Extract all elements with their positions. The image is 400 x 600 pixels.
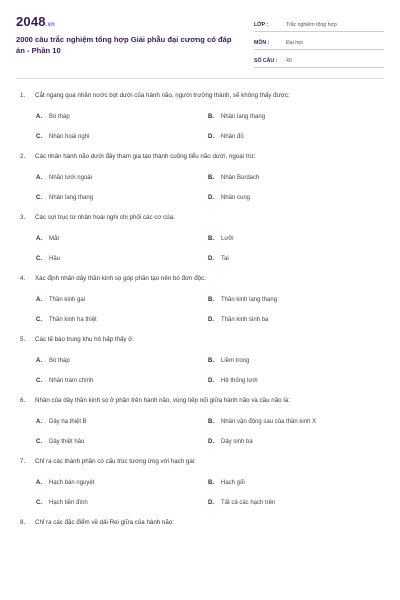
meta-row-class: [254, 14, 384, 32]
option-letter: B.: [208, 114, 214, 120]
question-text: Chỉ ra các đặc điểm về dải Rei giữa của hành não:: [35, 519, 174, 526]
answer-option[interactable]: [36, 174, 208, 182]
answer-option[interactable]: [208, 418, 380, 426]
option-letter: B.: [208, 480, 214, 486]
question-item: [16, 457, 384, 507]
option-text: Tai: [221, 256, 229, 262]
option-text: Bó tháp: [49, 358, 70, 364]
meta-value: 40: [286, 58, 292, 64]
site-logo[interactable]: [16, 14, 246, 29]
option-letter: C.: [36, 195, 42, 201]
answer-option[interactable]: [208, 377, 380, 385]
answer-option[interactable]: [208, 357, 380, 365]
answer-options: [16, 113, 384, 141]
meta-value: Đại học: [286, 40, 304, 46]
question-item: [16, 91, 384, 141]
question-stem: [16, 396, 384, 405]
page-header: [16, 12, 384, 74]
answer-option[interactable]: [36, 296, 208, 304]
question-item: [16, 274, 384, 324]
option-text: Nhân Burdach: [221, 175, 260, 181]
question-list: [16, 91, 384, 527]
answer-options: [16, 357, 384, 385]
answer-option[interactable]: [208, 499, 380, 507]
option-text: Nhân cung: [221, 195, 251, 201]
answer-option[interactable]: [208, 235, 380, 243]
option-letter: C.: [36, 500, 42, 506]
answer-option[interactable]: [36, 357, 208, 365]
option-letter: A.: [36, 419, 42, 425]
option-text: Nhân vận động sau của thần kinh X: [221, 419, 317, 425]
answer-option[interactable]: [208, 113, 380, 121]
meta-label: LỚP :: [254, 22, 269, 28]
meta-label: MÔN :: [254, 40, 270, 46]
answer-option[interactable]: [208, 438, 380, 446]
option-text: Thần kinh lang thang: [221, 297, 278, 303]
option-letter: C.: [36, 134, 42, 140]
answer-option[interactable]: [208, 133, 380, 141]
option-text: Bó tháp: [49, 114, 70, 120]
question-number: 8.: [20, 519, 26, 526]
question-item: [16, 396, 384, 446]
question-text: Cắt ngang qua nhân nước bọt dưới của hành não, người trưởng thành, sẽ không thấy được:: [35, 92, 290, 99]
answer-option[interactable]: [208, 255, 380, 263]
question-text: Xác định nhân dây thần kinh sọ góp phần tạo nên bó đơn độc:: [35, 275, 206, 282]
answer-option[interactable]: [36, 316, 208, 324]
answer-option[interactable]: [208, 194, 380, 202]
answer-option[interactable]: [36, 438, 208, 446]
option-letter: B.: [208, 297, 214, 303]
option-text: Lưỡi: [221, 236, 234, 242]
option-letter: A.: [36, 114, 42, 120]
option-letter: A.: [36, 236, 42, 242]
answer-options: [16, 296, 384, 324]
option-text: Nhân lang thang: [221, 114, 266, 120]
question-text: Các sợi trục từ nhân hoài nghi chi phối các cơ của:: [35, 214, 175, 221]
answer-option[interactable]: [36, 194, 208, 202]
option-letter: B.: [208, 419, 214, 425]
question-text: Nhân của dây thần kinh sọ ở phần trên hành não, vùng tiếp nối giữa hành não và cầu não là:: [35, 397, 290, 404]
question-stem: [16, 335, 384, 344]
option-text: Nhân hoài nghi: [49, 134, 90, 140]
meta-label: SỐ CÂU :: [254, 58, 278, 64]
question-stem: [16, 213, 384, 222]
option-letter: B.: [208, 236, 214, 242]
answer-option[interactable]: [208, 479, 380, 487]
logo-tld: .vn: [45, 22, 56, 28]
option-text: Nhân đỏ: [221, 134, 244, 140]
question-text: Chỉ ra các thành phần có cấu trúc tương ứng với hạch gai:: [35, 458, 196, 465]
answer-options: [16, 174, 384, 202]
question-stem: [16, 274, 384, 283]
question-number: 7.: [20, 458, 26, 465]
option-letter: C.: [36, 439, 42, 445]
option-text: Hạch bán nguyệt: [49, 480, 95, 486]
question-stem: [16, 518, 384, 527]
option-letter: D.: [208, 317, 214, 323]
option-letter: C.: [36, 317, 42, 323]
meta-value: Trắc nghiệm tổng hợp: [286, 22, 337, 28]
answer-option[interactable]: [36, 133, 208, 141]
option-letter: B.: [208, 358, 214, 364]
question-number: 6.: [20, 397, 26, 404]
question-stem: [16, 457, 384, 466]
answer-option[interactable]: [36, 235, 208, 243]
question-item: [16, 152, 384, 202]
meta-row-subject: [254, 32, 384, 50]
option-letter: D.: [208, 439, 214, 445]
answer-options: [16, 235, 384, 263]
answer-option[interactable]: [36, 479, 208, 487]
page-title: 2000 câu trắc nghiệm tổng hợp Giải phẫu đại cương có đáp án - Phần 10: [16, 35, 232, 55]
option-text: Thần kinh sinh ba: [221, 317, 269, 323]
question-number: 4.: [20, 275, 26, 282]
option-text: Nhân trám chính: [49, 378, 94, 384]
option-letter: C.: [36, 378, 42, 384]
question-item: [16, 518, 384, 527]
option-letter: D.: [208, 256, 214, 262]
option-text: Hạch gối: [221, 480, 245, 486]
header-divider: [16, 78, 384, 79]
option-letter: C.: [36, 256, 42, 262]
option-text: Dây thiệt hầu: [49, 439, 85, 445]
answer-option[interactable]: [36, 377, 208, 385]
option-text: Nhân lang thang: [49, 195, 94, 201]
option-letter: A.: [36, 297, 42, 303]
option-text: Dây sinh ba: [221, 439, 253, 445]
option-text: Thần kinh gai: [49, 297, 86, 303]
option-letter: D.: [208, 195, 214, 201]
answer-option[interactable]: [36, 499, 208, 507]
answer-options: [16, 479, 384, 507]
option-letter: D.: [208, 378, 214, 384]
option-text: Hệ thống lưới: [221, 378, 258, 384]
answer-option[interactable]: [208, 296, 380, 304]
answer-option[interactable]: [36, 255, 208, 263]
question-number: 1.: [20, 92, 26, 99]
question-text: Các tế bào trung khu hô hấp thấy ở:: [35, 336, 134, 343]
meta-info: [254, 14, 384, 74]
question-number: 2.: [20, 153, 26, 160]
question-item: [16, 335, 384, 385]
question-stem: [16, 91, 384, 100]
option-text: Hầu: [49, 256, 61, 262]
answer-option[interactable]: [36, 113, 208, 121]
option-text: Mắt: [49, 236, 60, 242]
option-text: Dây hạ thiệt B: [49, 419, 87, 425]
brand-block: [16, 12, 246, 74]
question-stem: [16, 152, 384, 161]
question-number: 3.: [20, 214, 26, 221]
question-item: [16, 213, 384, 263]
option-letter: A.: [36, 358, 42, 364]
option-text: Hạch tiền đình: [49, 500, 88, 506]
option-text: Nhân lưới ngoài: [49, 175, 92, 181]
logo-main: 2048: [16, 14, 46, 29]
option-letter: A.: [36, 175, 42, 181]
answer-option[interactable]: [208, 174, 380, 182]
answer-option[interactable]: [208, 316, 380, 324]
option-letter: B.: [208, 175, 214, 181]
question-number: 5.: [20, 336, 26, 343]
question-text: Các nhân hành não dưới đây tham gia tạo thành cuống tiểu não dưới, ngoại trừ:: [35, 153, 256, 160]
answer-option[interactable]: [36, 418, 208, 426]
option-text: Liềm trong: [221, 358, 250, 364]
answer-options: [16, 418, 384, 446]
option-text: Tất cả các hạch trên: [221, 500, 276, 506]
meta-row-count: [254, 50, 384, 68]
option-letter: D.: [208, 134, 214, 140]
option-letter: D.: [208, 500, 214, 506]
option-letter: A.: [36, 480, 42, 486]
option-text: Thần kinh hạ thiệt: [49, 317, 97, 323]
